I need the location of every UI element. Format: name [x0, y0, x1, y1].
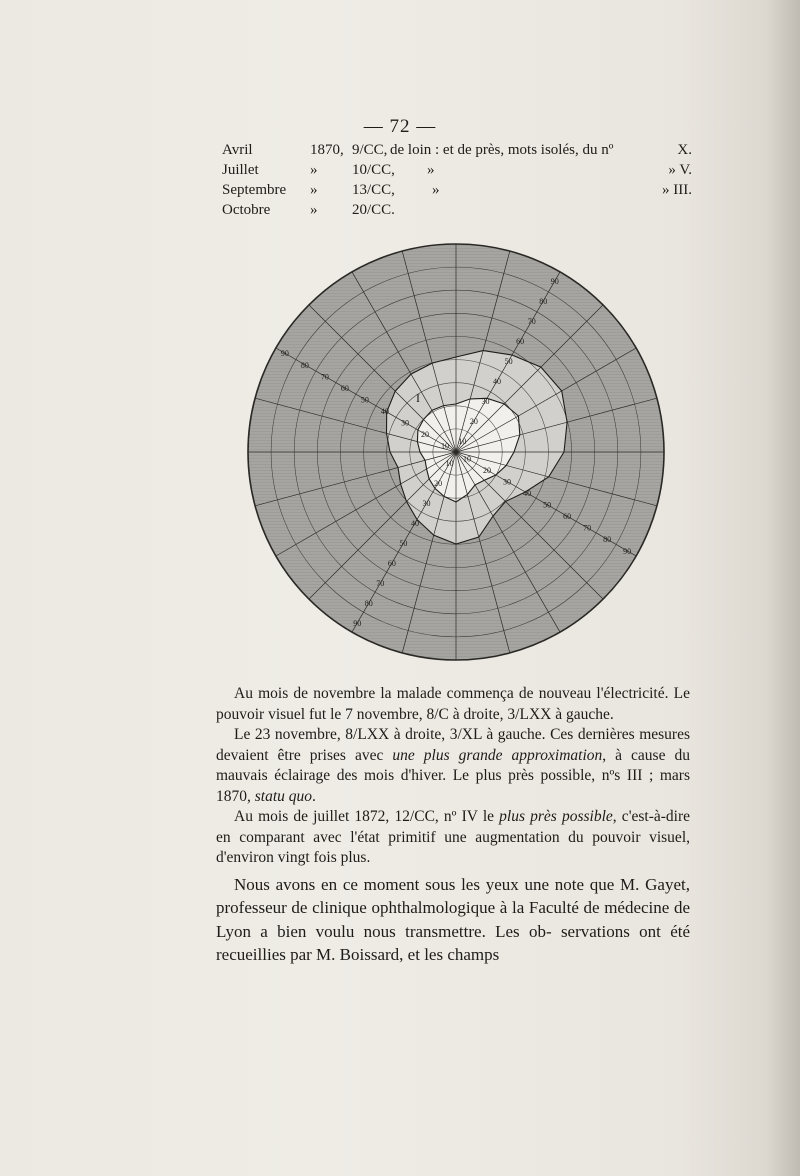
ring-label: 60 [340, 383, 349, 393]
ring-label: 20 [483, 465, 491, 475]
ring-label: 30 [481, 397, 490, 406]
paragraph-2 [216, 725, 690, 807]
ring-label: 80 [603, 535, 612, 545]
paragraph-1-text: Au mois de novembre la malade commença de nouveau l'électricité. Le pouvoir visuel fut le 7 novembre, 8/C à droite, 3/LXX à gauche. [216, 685, 690, 723]
row-note: » [432, 182, 440, 198]
ring-label: 50 [399, 539, 408, 549]
ring-label: 40 [493, 376, 501, 386]
row-year: » [310, 202, 318, 218]
paragraph-4 [216, 873, 690, 967]
ring-label: 20 [469, 417, 478, 426]
ring-label: 30 [401, 418, 409, 428]
ring-label: 60 [516, 336, 525, 346]
ring-label: 20 [421, 430, 429, 440]
row-value: 9/CC, [352, 142, 388, 158]
ring-label: 70 [527, 316, 536, 326]
paragraph-3-text-a: Au mois de juillet 1872, 12/CC, nº IV le [234, 808, 500, 825]
row-year: » [310, 162, 318, 178]
paragraph-1 [216, 684, 690, 725]
ring-label: 60 [387, 559, 396, 569]
row-month: Avril [222, 142, 253, 158]
paragraph-3-italic: plus près possible [499, 808, 613, 825]
ring-label: 30 [422, 499, 431, 508]
table-row [222, 160, 692, 180]
table-row [222, 140, 692, 160]
table-row [222, 180, 692, 200]
visual-field-chart [246, 230, 676, 675]
paragraph-2-text-b: , à cause du mauvais éclairage des mois d'hiver. Le plus près possible, nºs III ; mars 1870, [216, 746, 690, 805]
ring-label: 90 [550, 276, 559, 286]
ring-label: 80 [364, 599, 373, 609]
row-month: Septembre [222, 182, 287, 198]
ring-label: 40 [523, 489, 532, 498]
ring-label: 10 [441, 441, 449, 451]
paragraph-2-italic: une plus grande approximation [392, 746, 603, 764]
ring-label: 40 [411, 519, 419, 529]
ring-label: 80 [300, 360, 309, 370]
ring-label: 70 [376, 579, 385, 589]
row-month: Juillet [222, 162, 259, 178]
ring-label: 80 [539, 296, 548, 306]
paragraph-2-italic-2: statu quo [254, 787, 313, 805]
ring-label: 90 [280, 349, 289, 359]
row-value: 13/CC, [352, 182, 395, 198]
row-year: » [310, 182, 318, 198]
paragraph-3 [216, 807, 690, 869]
ring-label: 10 [463, 454, 471, 464]
ring-label: 10 [458, 437, 467, 446]
row-note: » [427, 162, 435, 178]
row-month: Octobre [222, 202, 271, 218]
ring-label: 20 [434, 479, 443, 488]
ring-label: 50 [360, 395, 369, 405]
row-year: 1870, [310, 142, 344, 158]
paragraph-4-text-a: Nous avons en ce moment sous les yeux une note que M. Gayet, professeur de clinique ophthalmologique à la Faculté de médecine de Lyon a bien voulu nous transmettre. Les ob- [216, 874, 690, 941]
row-number: » V. [668, 162, 692, 178]
ring-label: 70 [583, 523, 592, 533]
ring-label: 90 [623, 546, 632, 556]
row-value: 20/CC. [352, 202, 395, 218]
row-value: 10/CC, [352, 162, 395, 178]
ring-label: 30 [503, 477, 511, 487]
paragraph-3-text-b: , c'est-à-dire en comparant avec l'état primitif une augmentation du pouvoir visuel, d'environ vingt fois plus. [216, 808, 690, 866]
ring-label: 50 [504, 356, 513, 366]
row-number: X. [677, 142, 692, 158]
acuity-table [222, 140, 692, 220]
ring-label: 60 [563, 512, 572, 522]
table-row [222, 200, 692, 220]
ring-label: 10 [445, 459, 454, 468]
ring-label: 90 [353, 619, 362, 629]
paragraph-2-text-c: . [312, 787, 316, 805]
row-number: » III. [662, 182, 692, 198]
page-number: — 72 — [363, 116, 437, 137]
field-marker: I [416, 391, 420, 405]
page-edge-shadow [766, 0, 800, 1176]
ring-label: 70 [320, 372, 329, 382]
ring-label: 50 [543, 500, 552, 510]
body-text [216, 684, 690, 967]
paragraph-2-text-a: Le 23 novembre, 8/LXX à droite, 3/XL à gauche. Ces dernières mesures devaient être prises avec [216, 726, 690, 764]
visual-field-svg [246, 230, 676, 675]
ring-label: 40 [380, 407, 389, 416]
row-note: de loin : et de près, mots isolés, du nº [390, 142, 614, 158]
paragraph-4-text-b: servations ont été recueillies par M. Boissard, et les champs [216, 921, 691, 964]
